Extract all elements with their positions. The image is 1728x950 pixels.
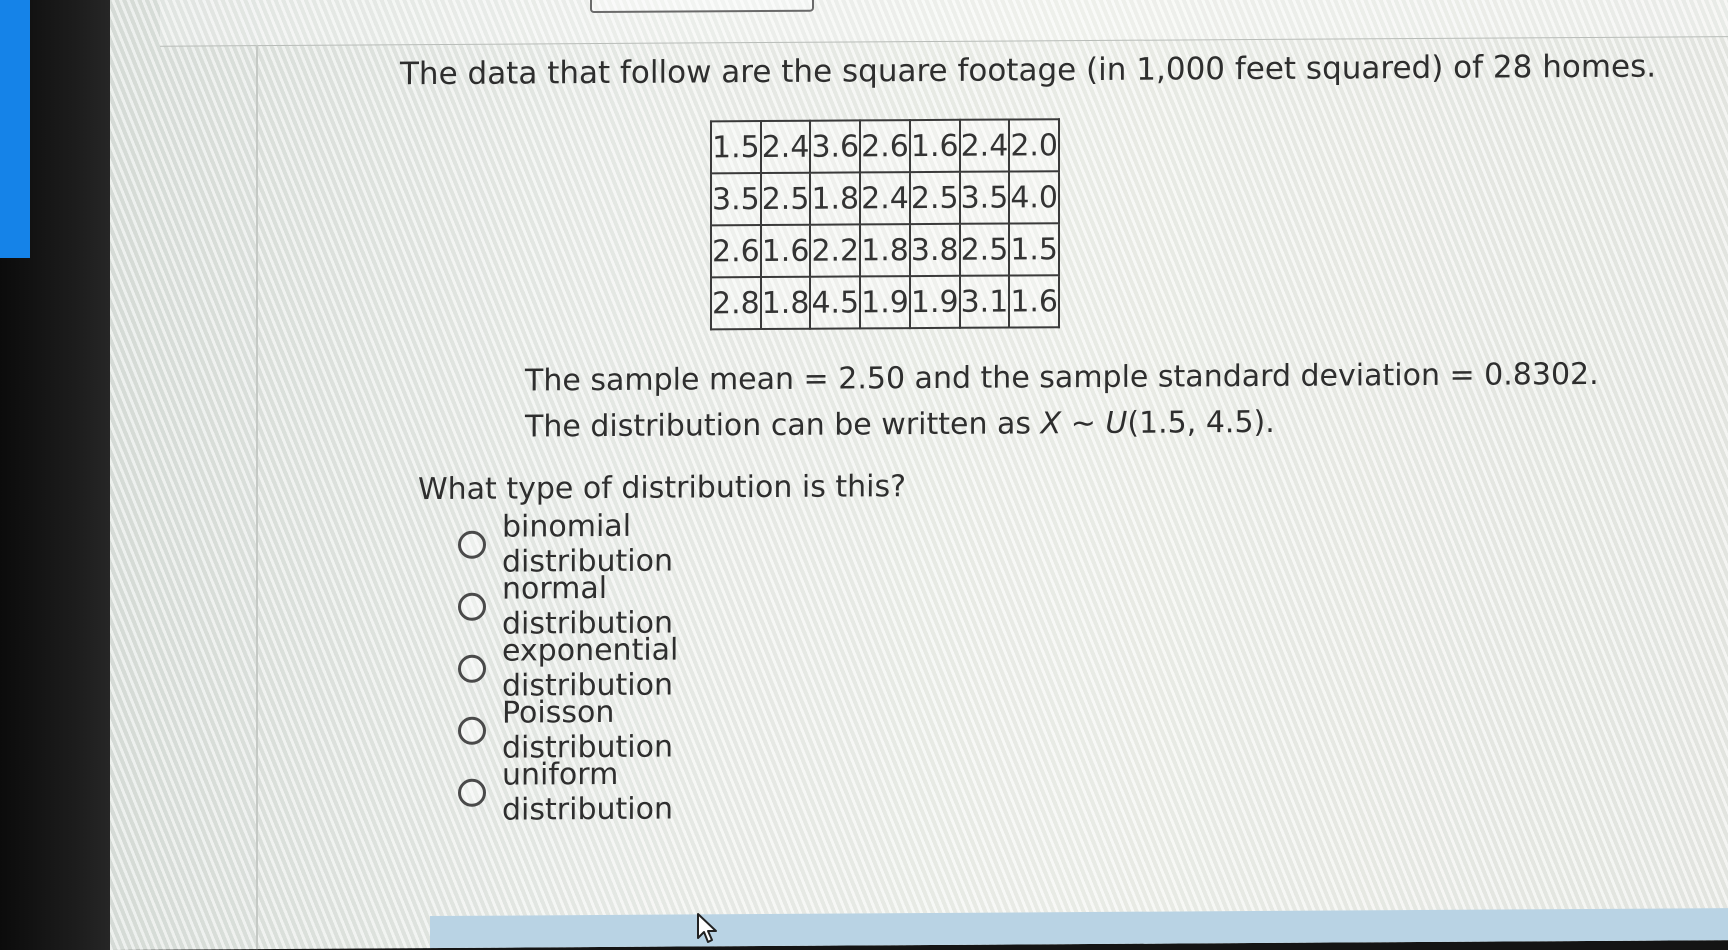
- radio-button-icon[interactable]: [458, 779, 486, 807]
- table-cell: 3.6: [810, 120, 860, 172]
- table-cell: 1.5: [1009, 223, 1059, 275]
- table-cell: 1.8: [761, 277, 811, 329]
- table-row: [711, 119, 1059, 173]
- side-tab: [0, 0, 30, 258]
- table-cell: 2.5: [910, 172, 960, 224]
- table-cell: 1.9: [910, 276, 960, 328]
- table-row: [711, 275, 1059, 329]
- option-label: normal distribution: [502, 570, 673, 642]
- radio-button-icon[interactable]: [458, 655, 486, 683]
- radio-button-icon[interactable]: [458, 593, 486, 621]
- table-cell: 2.6: [860, 120, 910, 172]
- option-exponential[interactable]: [458, 632, 679, 704]
- table-cell: 1.5: [711, 121, 761, 173]
- table-cell: 2.4: [960, 120, 1010, 172]
- option-binomial[interactable]: [458, 508, 678, 580]
- distribution-notation: [525, 405, 1275, 445]
- table-cell: 1.6: [761, 225, 811, 277]
- distribution-params: (1.5, 4.5).: [1127, 404, 1275, 441]
- option-normal[interactable]: [458, 570, 678, 642]
- mouse-pointer-icon: [696, 912, 722, 946]
- top-toolbar: [160, 0, 1728, 47]
- table-cell: 3.8: [910, 224, 960, 276]
- data-table: [710, 118, 1060, 330]
- table-cell: 1.6: [910, 120, 960, 172]
- table-cell: 2.5: [960, 224, 1010, 276]
- random-variable: X: [1040, 406, 1062, 442]
- option-uniform[interactable]: [458, 756, 678, 828]
- distribution-prefix: The distribution can be written as: [525, 406, 1041, 445]
- table-cell: 1.8: [860, 224, 910, 276]
- question-prompt: What type of distribution is this?: [418, 469, 907, 508]
- table-cell: 1.9: [860, 276, 910, 328]
- distribution-symbol: U: [1105, 405, 1128, 441]
- screen: [110, 0, 1728, 950]
- bottom-action-bar[interactable]: [430, 908, 1728, 948]
- table-row: [711, 223, 1059, 277]
- answer-options: [458, 508, 679, 828]
- radio-button-icon[interactable]: [458, 717, 486, 745]
- option-poisson[interactable]: [458, 694, 678, 766]
- table-cell: 1.6: [1009, 275, 1059, 327]
- table-cell: 1.8: [810, 172, 860, 224]
- toolbar-button[interactable]: [590, 0, 814, 13]
- table-cell: 4.5: [810, 276, 860, 328]
- table-cell: 3.5: [960, 172, 1010, 224]
- table-cell: 2.5: [761, 173, 811, 225]
- table-row: [711, 171, 1059, 225]
- table-cell: 3.1: [960, 276, 1010, 328]
- table-cell: 2.8: [711, 277, 761, 329]
- option-label: exponential distribution: [502, 632, 679, 704]
- tilde-symbol: ~: [1061, 405, 1106, 442]
- table-cell: 2.6: [711, 225, 761, 277]
- sample-stats-text: The sample mean = 2.50 and the sample standard deviation = 0.8302.: [525, 356, 1599, 399]
- intro-text: The data that follow are the square footage (in 1,000 feet squared) of 28 homes.: [400, 48, 1657, 93]
- option-label: Poisson distribution: [502, 694, 673, 766]
- table-cell: 2.2: [810, 224, 860, 276]
- option-label: uniform distribution: [502, 756, 673, 828]
- table-cell: 2.4: [761, 121, 811, 173]
- content-divider: [256, 45, 258, 949]
- table-cell: 3.5: [711, 173, 761, 225]
- radio-button-icon[interactable]: [458, 531, 486, 559]
- table-cell: 4.0: [1009, 171, 1059, 223]
- option-label: binomial distribution: [502, 508, 673, 580]
- table-cell: 2.0: [1009, 119, 1059, 171]
- table-cell: 2.4: [860, 172, 910, 224]
